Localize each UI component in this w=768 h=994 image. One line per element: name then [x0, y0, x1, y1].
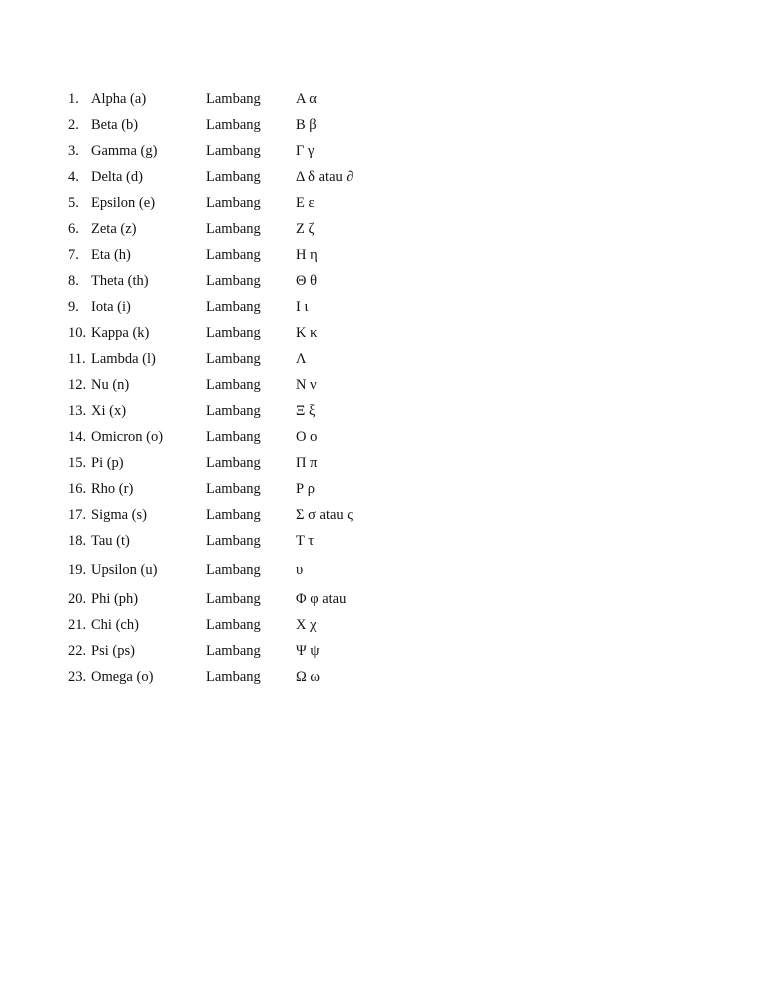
- letter-name: Eta (h): [91, 247, 131, 263]
- letter-name: Phi (ph): [91, 591, 139, 607]
- letter-name: Omega (o): [91, 669, 154, 685]
- letter-symbol: Λ: [296, 351, 307, 367]
- letter-symbol: Ψ ψ: [296, 643, 320, 659]
- item-number: 20.: [68, 591, 87, 607]
- list-item: [0, 191, 768, 217]
- letter-name: Epsilon (e): [91, 195, 156, 211]
- item-number: 19.: [68, 562, 87, 578]
- item-number: 13.: [68, 403, 87, 419]
- letter-symbol: Η η: [296, 247, 318, 263]
- letter-name: Nu (n): [91, 377, 130, 393]
- list-item: [0, 347, 768, 373]
- letter-symbol: υ: [296, 562, 304, 578]
- letter-symbol: Σ σ atau ς: [296, 507, 354, 523]
- item-number: 5.: [68, 195, 79, 211]
- list-item: [0, 321, 768, 347]
- lambang-label: Lambang: [206, 562, 261, 578]
- letter-symbol: Χ χ: [296, 617, 317, 633]
- letter-symbol: Π π: [296, 455, 318, 471]
- list-item: [0, 503, 768, 529]
- letter-symbol: Φ φ atau: [296, 591, 347, 607]
- letter-symbol: Ο ο: [296, 429, 318, 445]
- list-item: [0, 665, 768, 691]
- item-number: 18.: [68, 533, 87, 549]
- list-item: [0, 373, 768, 399]
- letter-name: Lambda (l): [91, 351, 156, 367]
- list-item: [0, 243, 768, 269]
- lambang-label: Lambang: [206, 117, 261, 133]
- lambang-label: Lambang: [206, 169, 261, 185]
- letter-name: Tau (t): [91, 533, 130, 549]
- letter-name: Sigma (s): [91, 507, 147, 523]
- item-number: 16.: [68, 481, 87, 497]
- letter-name: Pi (p): [91, 455, 124, 471]
- lambang-label: Lambang: [206, 143, 261, 159]
- item-number: 17.: [68, 507, 87, 523]
- list-item: [0, 613, 768, 639]
- letter-name: Kappa (k): [91, 325, 150, 341]
- list-item: [0, 477, 768, 503]
- letter-name: Alpha (a): [91, 91, 147, 107]
- letter-name: Delta (d): [91, 169, 143, 185]
- letter-symbol: Θ θ: [296, 273, 318, 289]
- lambang-label: Lambang: [206, 299, 261, 315]
- letter-symbol: Ν ν: [296, 377, 317, 393]
- letter-symbol: Ζ ζ: [296, 221, 315, 237]
- lambang-label: Lambang: [206, 377, 261, 393]
- letter-symbol: Β β: [296, 117, 317, 133]
- item-number: 12.: [68, 377, 87, 393]
- letter-symbol: Κ κ: [296, 325, 318, 341]
- lambang-label: Lambang: [206, 617, 261, 633]
- letter-symbol: Τ τ: [296, 533, 315, 549]
- list-item: [0, 165, 768, 191]
- item-number: 11.: [68, 351, 86, 367]
- list-item: [0, 529, 768, 555]
- item-number: 23.: [68, 669, 87, 685]
- item-number: 3.: [68, 143, 79, 159]
- list-item: [0, 425, 768, 451]
- letter-symbol: Ω ω: [296, 669, 320, 685]
- letter-name: Beta (b): [91, 117, 139, 133]
- list-item: [0, 113, 768, 139]
- letter-symbol: Ι ι: [296, 299, 309, 315]
- item-number: 21.: [68, 617, 87, 633]
- item-number: 22.: [68, 643, 87, 659]
- list-item: [0, 555, 768, 587]
- lambang-label: Lambang: [206, 221, 261, 237]
- list-item: [0, 295, 768, 321]
- item-number: 1.: [68, 91, 79, 107]
- letter-name: Psi (ps): [91, 643, 135, 659]
- item-number: 7.: [68, 247, 79, 263]
- lambang-label: Lambang: [206, 455, 261, 471]
- list-item: [0, 269, 768, 295]
- lambang-label: Lambang: [206, 481, 261, 497]
- lambang-label: Lambang: [206, 643, 261, 659]
- lambang-label: Lambang: [206, 247, 261, 263]
- item-number: 4.: [68, 169, 79, 185]
- item-number: 14.: [68, 429, 87, 445]
- letter-symbol: Γ γ: [296, 143, 315, 159]
- lambang-label: Lambang: [206, 507, 261, 523]
- letter-name: Upsilon (u): [91, 562, 158, 578]
- letter-name: Rho (r): [91, 481, 134, 497]
- item-number: 10.: [68, 325, 87, 341]
- letter-symbol: Δ δ atau ∂: [296, 169, 354, 185]
- item-number: 9.: [68, 299, 79, 315]
- letter-name: Theta (th): [91, 273, 149, 289]
- lambang-label: Lambang: [206, 669, 261, 685]
- letter-symbol: Α α: [296, 91, 317, 107]
- list-item: [0, 139, 768, 165]
- lambang-label: Lambang: [206, 351, 261, 367]
- item-number: 8.: [68, 273, 79, 289]
- lambang-label: Lambang: [206, 429, 261, 445]
- list-item: [0, 217, 768, 243]
- list-item: [0, 399, 768, 425]
- greek-alphabet-list: [0, 87, 768, 691]
- lambang-label: Lambang: [206, 195, 261, 211]
- letter-name: Omicron (o): [91, 429, 164, 445]
- item-number: 15.: [68, 455, 87, 471]
- lambang-label: Lambang: [206, 591, 261, 607]
- letter-name: Chi (ch): [91, 617, 139, 633]
- list-item: [0, 639, 768, 665]
- item-number: 6.: [68, 221, 79, 237]
- letter-symbol: Ε ε: [296, 195, 315, 211]
- lambang-label: Lambang: [206, 403, 261, 419]
- lambang-label: Lambang: [206, 91, 261, 107]
- lambang-label: Lambang: [206, 273, 261, 289]
- list-item: [0, 587, 768, 613]
- letter-symbol: Ρ ρ: [296, 481, 315, 497]
- list-item: [0, 87, 768, 113]
- letter-name: Zeta (z): [91, 221, 137, 237]
- lambang-label: Lambang: [206, 533, 261, 549]
- letter-name: Gamma (g): [91, 143, 158, 159]
- letter-name: Xi (x): [91, 403, 127, 419]
- letter-name: Iota (i): [91, 299, 131, 315]
- list-item: [0, 451, 768, 477]
- item-number: 2.: [68, 117, 79, 133]
- letter-symbol: Ξ ξ: [296, 403, 316, 419]
- lambang-label: Lambang: [206, 325, 261, 341]
